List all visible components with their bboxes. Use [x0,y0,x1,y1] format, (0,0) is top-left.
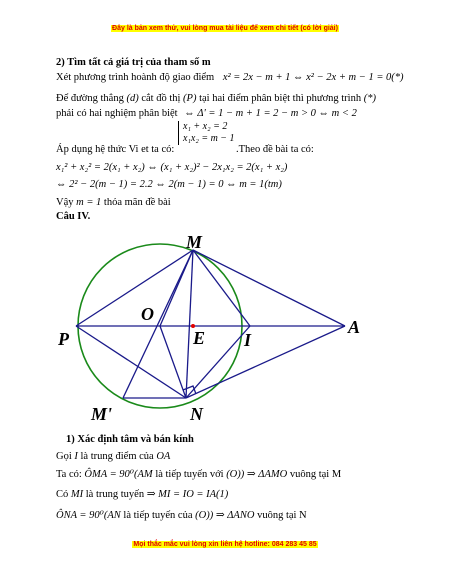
question-iv-heading: Câu IV. [56,211,91,222]
sub1-heading: 1) Xác định tâm và bán kính [66,434,194,445]
solve-m-line: ⇔ 2² − 2(m − 1) = 2.2 ⇔ 2(m − 1) = 0 ⇔ m = 1(tm) [56,179,282,190]
label-m: M [186,232,203,252]
label-m-prime: M' [91,404,113,424]
vieta-line: Áp dụng hệ thức Vi et ta có: .Theo đề bài ta có: [56,144,314,155]
label-p: P [58,329,69,349]
midpoint-line: Gọi I là trung điểm của OA [56,451,171,462]
part2-heading: 2) Tìm tất cả giá trị của tham số m [56,57,211,68]
right-angle-mark [183,386,196,394]
angle-ona-line: ÔNA = 90⁰(AN là tiếp tuyến của (O)) ⇒ ΔANO vuông tại N [56,510,307,521]
line-mi [193,250,250,326]
intersection-equation-line: Xét phương trình hoành độ giao điểm x² = 2x − m + 1 ⇔ x² − 2x + m − 1 = 0(*) [56,72,404,83]
hotline-banner: Mọi thắc mắc vui lòng xin liên hệ hotline: 084 283 45 85 [133,541,317,548]
label-i: I [244,330,252,350]
label-e: E [193,328,206,348]
label-a: A [348,317,361,337]
line-pn [76,326,186,398]
conclusion-line: Vậy m = 1 thỏa mãn đề bài [56,197,171,208]
line-on [160,326,186,398]
angle-oma-line: Ta có: ÔMA = 90⁰(AM là tiếp tuyến với (O)) ⇒ ΔAMO vuông tại M [56,469,342,480]
preview-banner: Đây là bản xem thử, vui lòng mua tài liệu để xem chi tiết (có lời giải) [112,25,338,32]
discriminant-line: phải có hai nghiệm phân biệt ⇔ Δ' = 1 − m + 1 = 2 − m > 0 ⇔ m < 2 [56,108,357,119]
vieta-system: x₁ + x₂ = 2 x₁x₂ = m − 1 [178,121,235,145]
line-mn [186,250,193,398]
median-line: Có MI là trung tuyến ⇒ MI = IO = IA(1) [56,489,229,500]
line-na [186,326,345,398]
sum-squares-line: x₁² + x₂² = 2(x₁ + x₂) ⇔ (x₁ + x₂)² − 2x₁x₂ = 2(x₁ + x₂) [56,162,288,173]
label-n: N [190,404,203,424]
label-o: O [141,304,154,324]
condition-line: Để đường thẳng (d) cắt đồ thị (P) tại hai điểm phân biệt thì phương trình (*) [56,93,376,104]
line-ma [193,250,345,326]
